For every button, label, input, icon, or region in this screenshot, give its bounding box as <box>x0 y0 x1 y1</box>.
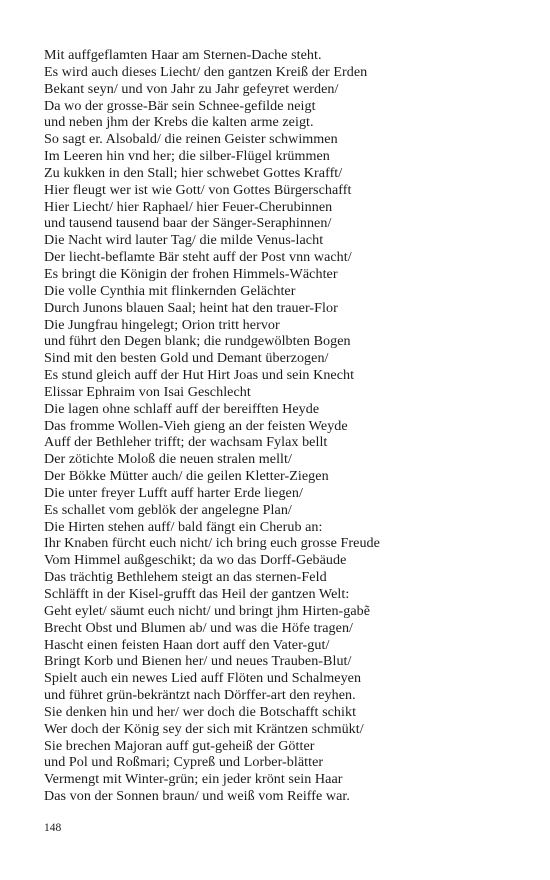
poem-line: Der Bökke Mütter auch/ die geilen Kletter-Ziegen <box>44 468 329 485</box>
poem-line: Elissar Ephraim von Isai Geschlecht <box>44 383 251 400</box>
poem-line: Das fromme Wollen-Vieh gieng an der feisten Weyde <box>44 417 348 434</box>
poem-line: Die unter freyer Lufft auff harter Erde liegen/ <box>44 484 303 501</box>
poem-line: Sind mit den besten Gold und Demant überzogen/ <box>44 350 329 367</box>
poem-line: Ihr Knaben fürcht euch nicht/ ich bring euch grosse Freude <box>44 535 380 552</box>
poem-line: Zu kukken in den Stall; hier schwebet Gottes Krafft/ <box>44 164 343 181</box>
poem-line: Schläfft in der Kisel-grufft das Heil der gantzen Welt: <box>44 586 350 602</box>
poem-line: Sie denken hin und her/ wer doch die Botschafft schikt <box>44 703 357 720</box>
poem-line: Es stund gleich auff der Hut Hirt Joas und sein Knecht <box>44 367 355 384</box>
poem-line: und Pol und Roßmari; Cypreß und Lorber-blätter <box>44 754 324 771</box>
poem-line: Bringt Korb und Bienen her/ und neues Trauben-Blut/ <box>44 653 352 670</box>
poem-line: Vom Himmel außgeschikt; da wo das Dorff-Gebäude <box>44 552 347 569</box>
poem-line: Mit auffgeflamten Haar am Sternen-Dache steht. <box>44 47 322 63</box>
poem-line: Das trächtig Bethlehem steigt an das sternen-Feld <box>44 569 327 586</box>
poem-line: Auff der Bethleher trifft; der wachsam Fylax bellt <box>44 434 328 451</box>
poem-line: Wer doch der König sey der sich mit Kräntzen schmükt/ <box>44 720 364 737</box>
poem-line: Geht eylet/ säumt euch nicht/ und bringt jhm Hirten-gabẽ <box>44 602 371 619</box>
poem-line: Es schallet vom geblök der angelegne Plan/ <box>44 501 292 518</box>
poem-line: Durch Junons blauen Saal; heint hat den trauer-Flor <box>44 299 338 316</box>
poem-line: und neben jhm der Krebs die kalten arme zeigt. <box>44 114 314 131</box>
poem-line: und tausend tausend baar der Sänger-Seraphinnen/ <box>44 215 332 232</box>
poem-line: Die lagen ohne schlaff auff der bereifften Heyde <box>44 400 320 417</box>
poem-line: Da wo der grosse-Bär sein Schnee-gefilde neigt <box>44 97 316 114</box>
poem-line: Hascht einen feisten Haan dort auff den Vater-gut/ <box>44 636 330 653</box>
poem-line: Es wird auch dieses Liecht/ den gantzen Kreiß der Erden <box>44 63 368 80</box>
poem-line: Sie brechen Majoran auff gut-geheiß der Götter <box>44 737 315 754</box>
poem-line: und führt den Degen blank; die rundgewölbten Bogen <box>44 333 351 350</box>
poem-line: Die volle Cynthia mit flinkernden Gelächter <box>44 282 296 299</box>
poem-line: Spielt auch ein newes Lied auff Flöten und Schalmeyen <box>44 670 362 687</box>
poem-line: Vermengt mit Winter-grün; ein jeder krönt sein Haar <box>44 771 343 788</box>
poem-line: Es bringt die Königin der frohen Himmels-Wächter <box>44 265 338 282</box>
poem-line: Bekant seyn/ und von Jahr zu Jahr gefeyret werden/ <box>44 80 339 97</box>
poem-line: Die Nacht wird lauter Tag/ die milde Venus-lacht <box>44 232 324 249</box>
poem-text-block <box>44 47 534 805</box>
poem-line: Im Leeren hin vnd her; die silber-Flügel krümmen <box>44 148 330 165</box>
poem-line: Die Jungfrau hingelegt; Orion tritt hervor <box>44 316 280 333</box>
poem-line: Das von der Sonnen braun/ und weiß vom Reiffe war. <box>44 788 350 805</box>
poem-line: Hier Liecht/ hier Raphael/ hier Feuer-Cherubinnen <box>44 198 333 215</box>
poem-line: Hier fleugt wer ist wie Gott/ von Gottes Bürgerschafft <box>44 181 352 198</box>
page-number: 148 <box>44 822 62 834</box>
poem-line: und führet grün-bekräntzt nach Dörffer-art den reyhen. <box>44 687 356 704</box>
poem-line: Die Hirten stehen auff/ bald fängt ein Cherub an: <box>44 518 323 535</box>
poem-line: Brecht Obst und Blumen ab/ und was die Höfe tragen/ <box>44 619 354 636</box>
poem-line: Der zötichte Moloß die neuen stralen mellt/ <box>44 451 292 468</box>
poem-line: Der liecht-beflamte Bär steht auff der Post vnn wacht/ <box>44 249 352 266</box>
poem-line: So sagt er. Alsobald/ die reinen Geister schwimmen <box>44 131 338 148</box>
